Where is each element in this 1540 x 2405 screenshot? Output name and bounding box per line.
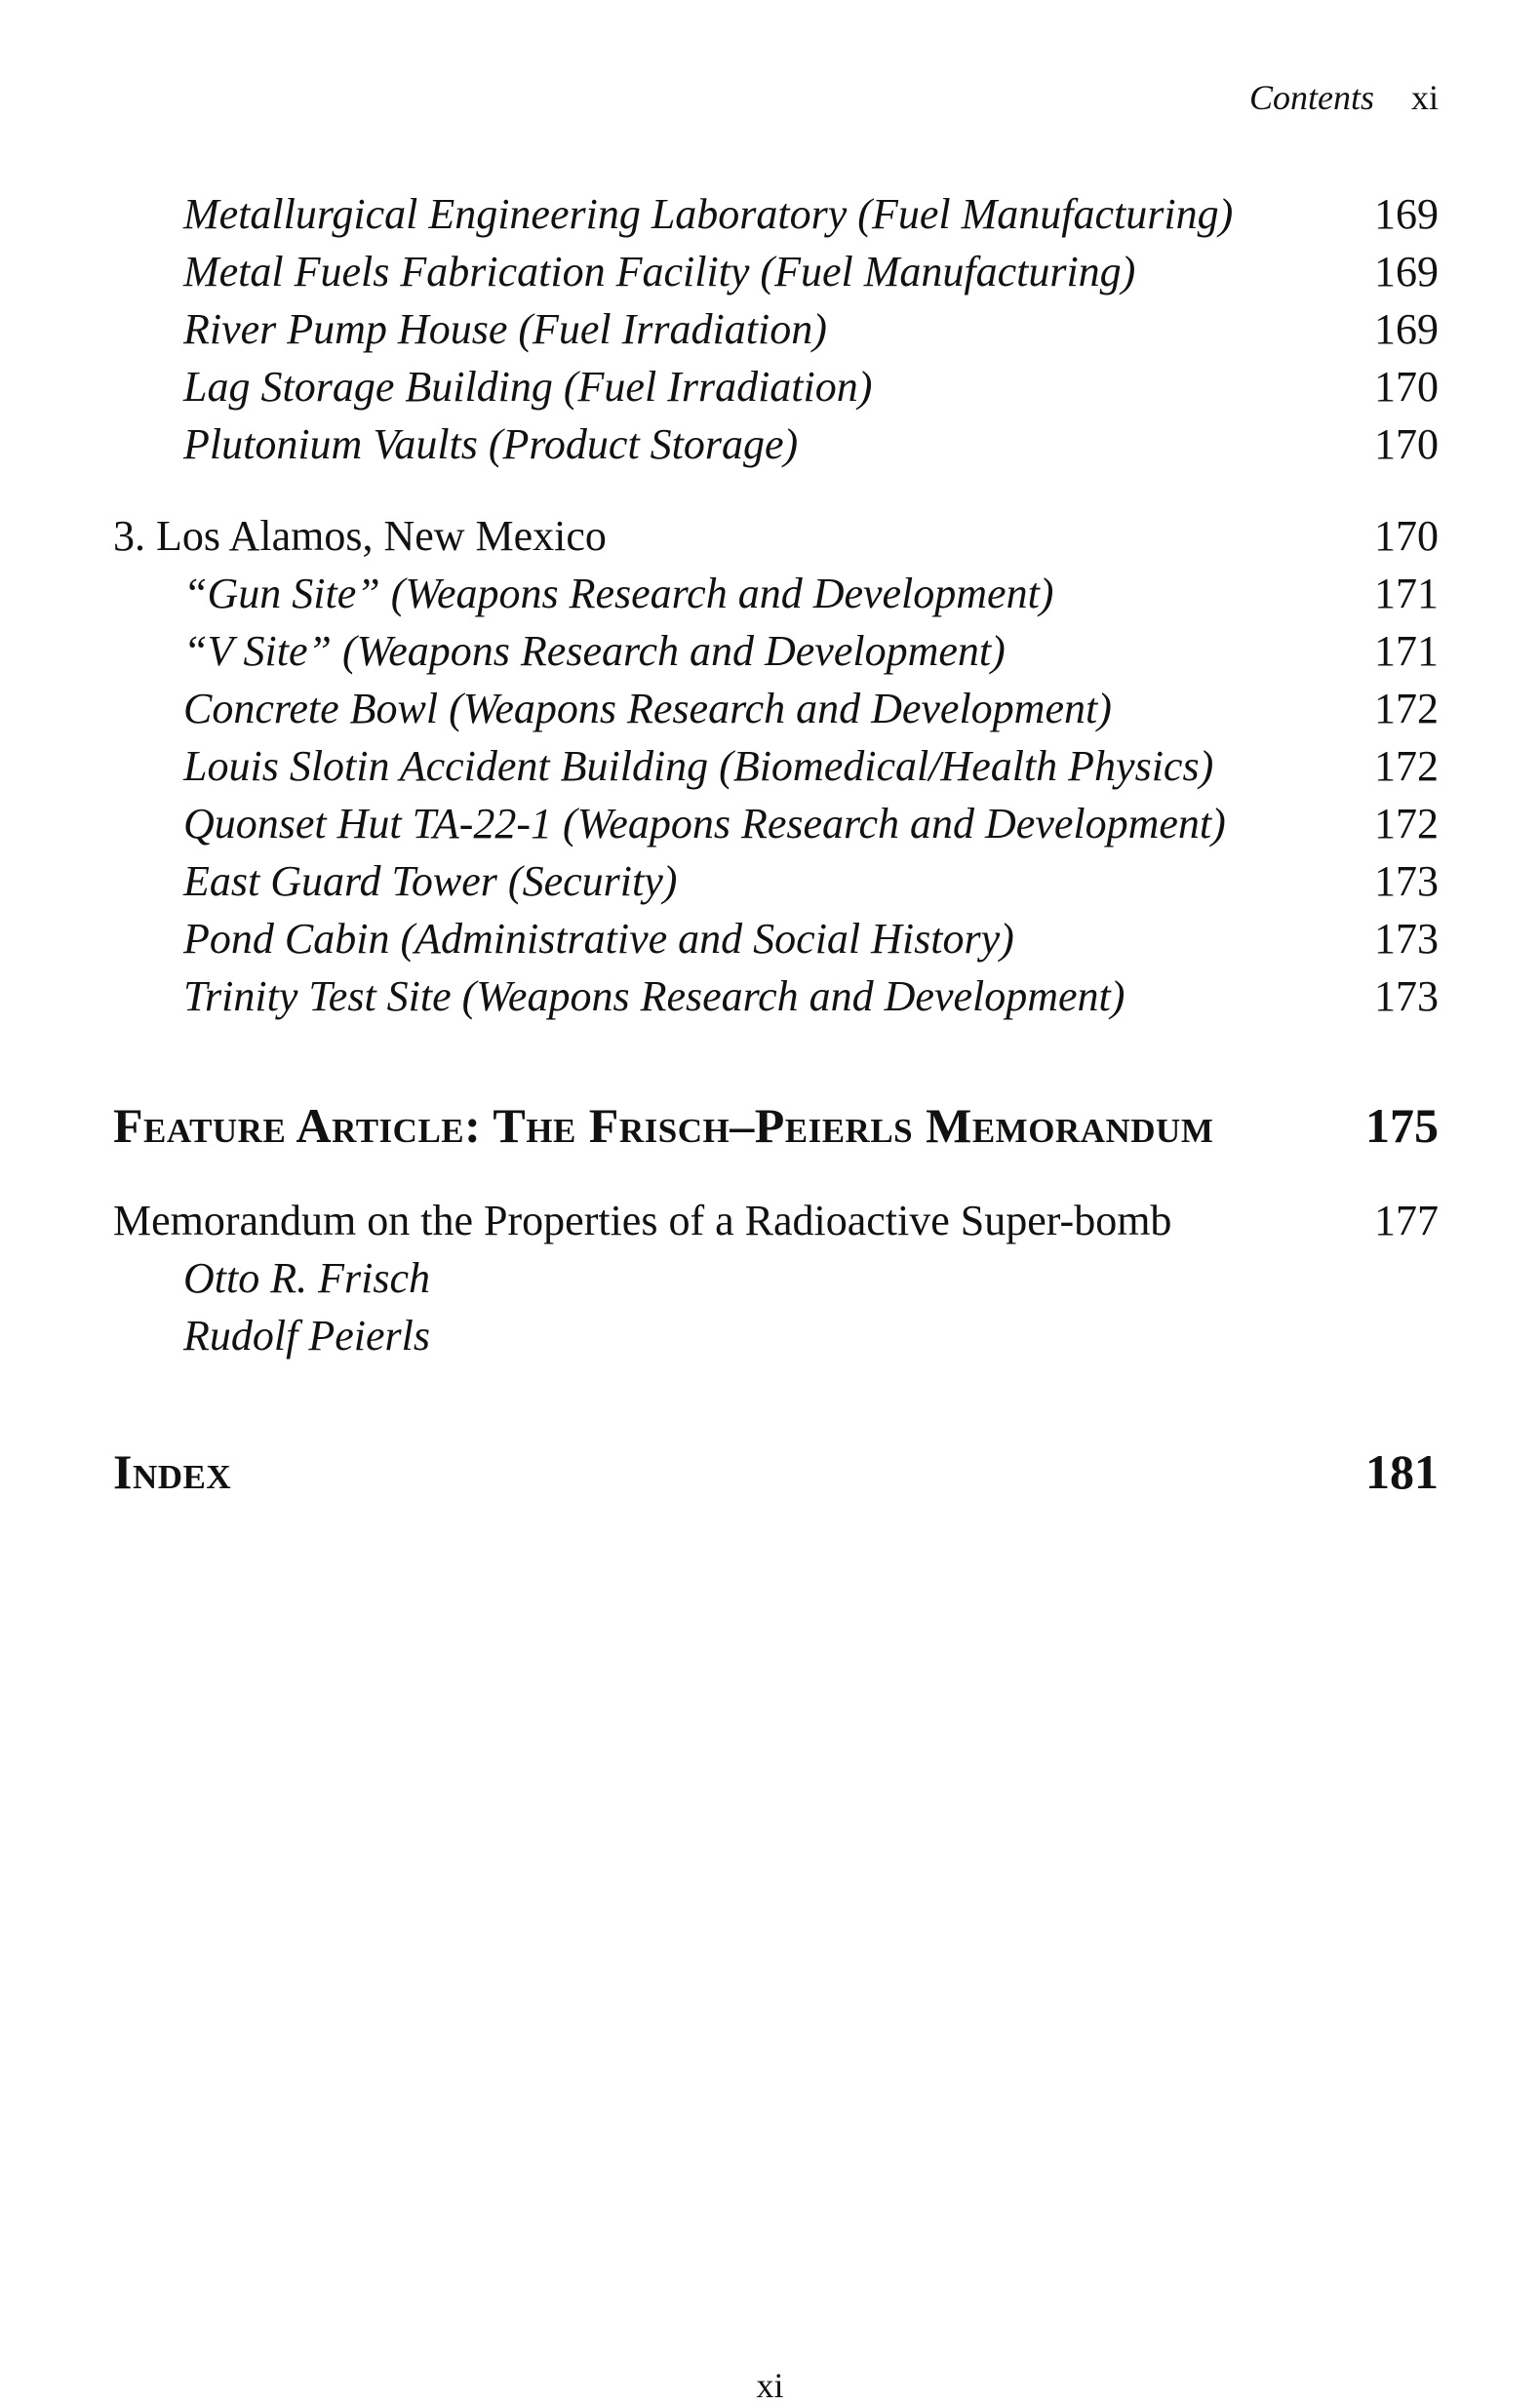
toc-entry-title: Quonset Hut TA-22-1 (Weapons Research and Development) xyxy=(183,800,1226,848)
toc-entry[interactable] xyxy=(113,680,1439,737)
index-page: 181 xyxy=(1365,1444,1439,1499)
toc-entry-title: Lag Storage Building (Fuel Irradiation) xyxy=(183,363,873,411)
toc-author xyxy=(113,1249,1439,1307)
toc-entry-page: 172 xyxy=(1374,742,1439,790)
spacer xyxy=(113,1158,1439,1192)
toc-section-title: 3. Los Alamos, New Mexico xyxy=(113,512,607,560)
running-head xyxy=(1249,80,1439,115)
toc-entry[interactable] xyxy=(113,737,1439,795)
author-name: Otto R. Frisch xyxy=(183,1254,430,1302)
memorandum-title: Memorandum on the Properties of a Radioactive Super-bomb xyxy=(113,1197,1172,1244)
toc-entry[interactable] xyxy=(113,967,1439,1025)
toc-entry-title: Concrete Bowl (Weapons Research and Development) xyxy=(183,685,1112,732)
running-head-title: Contents xyxy=(1248,78,1374,117)
toc-entry-page: 173 xyxy=(1374,972,1439,1020)
toc-entry[interactable] xyxy=(113,910,1439,967)
running-head-page-number: xi xyxy=(1410,78,1439,117)
toc-section-page: 170 xyxy=(1374,512,1439,560)
toc-feature-article-heading[interactable] xyxy=(113,1093,1439,1158)
toc-entry-title: “Gun Site” (Weapons Research and Development) xyxy=(183,570,1054,617)
page-number-footer: xi xyxy=(756,2366,784,2405)
toc-entry-title: Trinity Test Site (Weapons Research and Development) xyxy=(183,972,1125,1020)
toc-entry-page: 173 xyxy=(1374,915,1439,963)
toc-entry-title: “V Site” (Weapons Research and Development) xyxy=(183,627,1006,675)
toc-entry-title: East Guard Tower (Security) xyxy=(183,857,678,905)
toc-entry-page: 170 xyxy=(1374,363,1439,411)
author-name: Rudolf Peierls xyxy=(183,1312,430,1360)
toc-entry-page: 171 xyxy=(1374,627,1439,675)
toc-entry-page: 169 xyxy=(1374,248,1439,296)
toc-entry[interactable] xyxy=(113,185,1439,243)
toc-entry-title: Louis Slotin Accident Building (Biomedical/Health Physics) xyxy=(183,742,1214,790)
toc-section-entry[interactable] xyxy=(113,507,1439,565)
toc-entry-title: Metal Fuels Fabrication Facility (Fuel Manufacturing) xyxy=(183,248,1136,296)
spacer xyxy=(113,473,1439,507)
index-title: Index xyxy=(113,1444,232,1499)
toc-entry-page: 169 xyxy=(1374,305,1439,353)
toc-author xyxy=(113,1307,1439,1364)
toc-entry-title: Pond Cabin (Administrative and Social History) xyxy=(183,915,1014,963)
toc-entry[interactable] xyxy=(113,243,1439,300)
toc-entry-page: 171 xyxy=(1374,570,1439,617)
spacer xyxy=(113,1025,1439,1093)
toc-memorandum-entry[interactable] xyxy=(113,1192,1439,1249)
toc-entry-page: 169 xyxy=(1374,190,1439,238)
feature-article-page: 175 xyxy=(1365,1098,1439,1153)
feature-article-title: Feature Article: The Frisch–Peierls Memorandum xyxy=(113,1098,1214,1153)
toc-entry-title: River Pump House (Fuel Irradiation) xyxy=(183,305,827,353)
toc-entry[interactable] xyxy=(113,415,1439,473)
spacer xyxy=(113,1364,1439,1439)
toc-entry[interactable] xyxy=(113,358,1439,415)
toc-entry-page: 172 xyxy=(1374,685,1439,732)
toc-index-heading[interactable] xyxy=(113,1439,1439,1504)
toc-entry-title: Metallurgical Engineering Laboratory (Fuel Manufacturing) xyxy=(183,190,1234,238)
toc-entry-title: Plutonium Vaults (Product Storage) xyxy=(183,420,799,468)
toc-entry[interactable] xyxy=(113,300,1439,358)
memorandum-page: 177 xyxy=(1374,1197,1439,1244)
toc-entry-page: 173 xyxy=(1374,857,1439,905)
toc-entry[interactable] xyxy=(113,852,1439,910)
toc-entry[interactable] xyxy=(113,795,1439,852)
toc-entry[interactable] xyxy=(113,622,1439,680)
toc-entry-page: 172 xyxy=(1374,800,1439,848)
table-of-contents xyxy=(113,185,1439,1504)
toc-entry[interactable] xyxy=(113,565,1439,622)
toc-entry-page: 170 xyxy=(1374,420,1439,468)
